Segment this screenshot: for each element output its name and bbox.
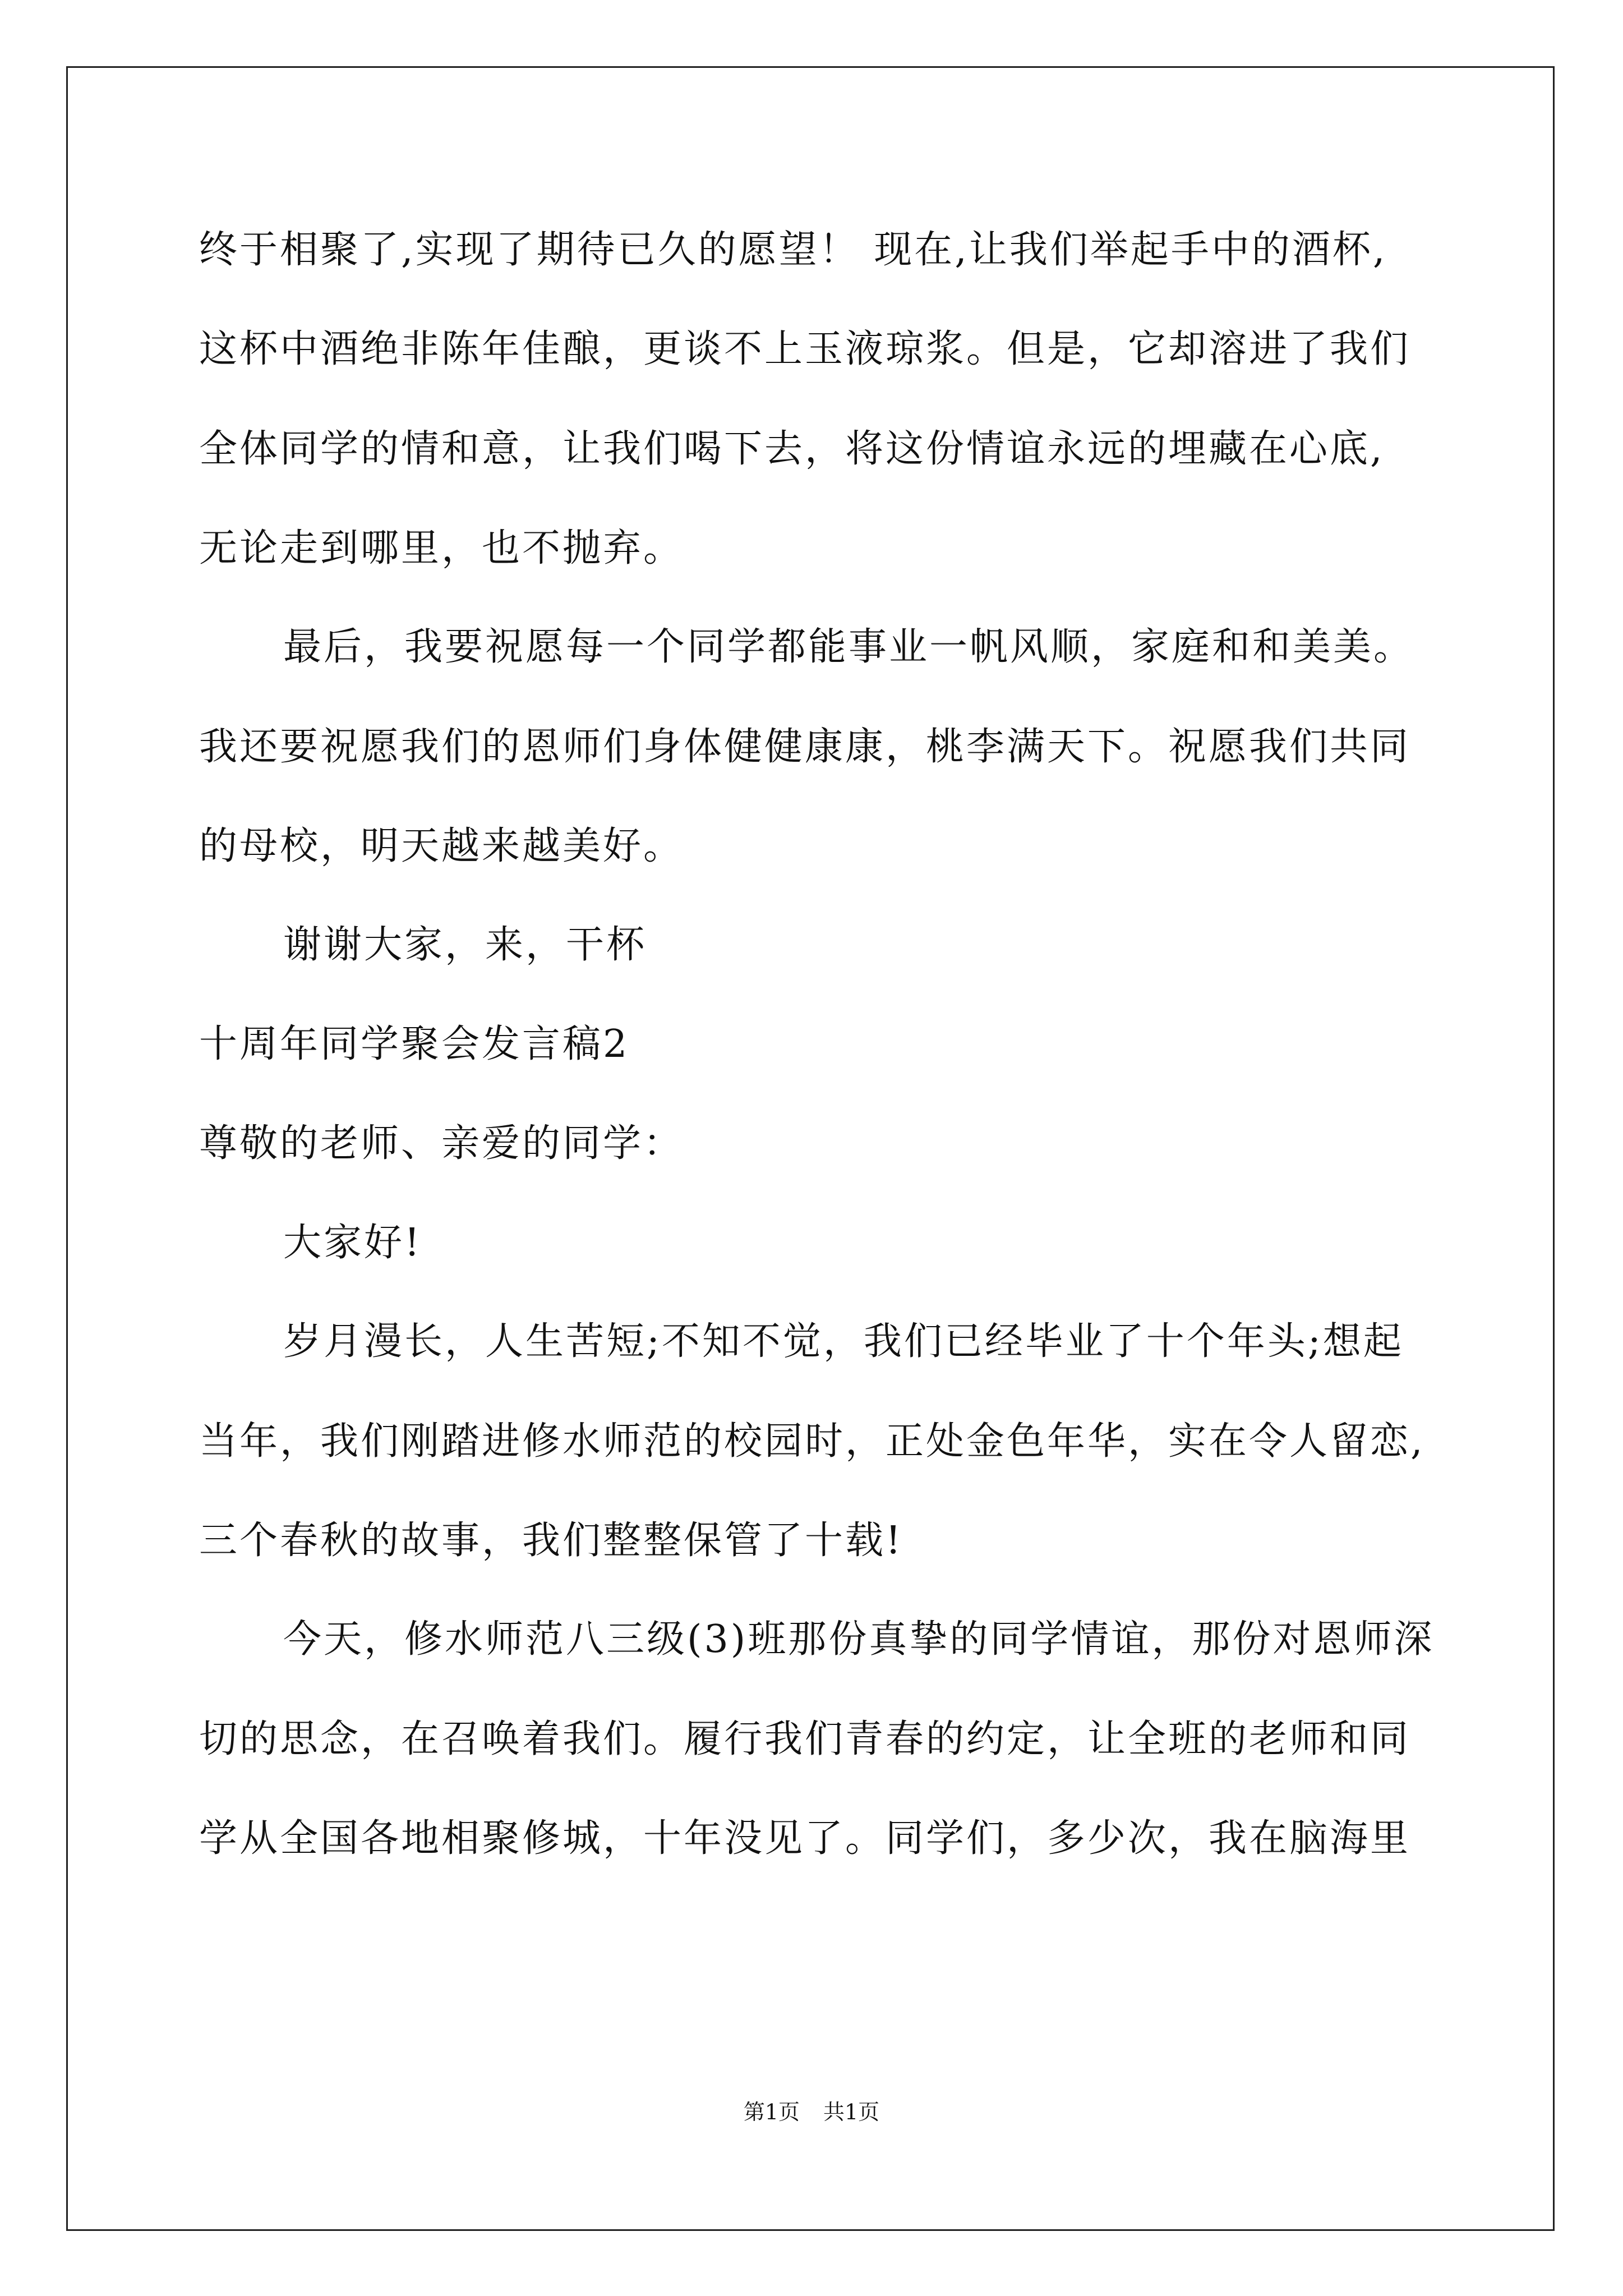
paragraph-line: 我还要祝愿我们的恩师们身体健健康康，桃李满天下。祝愿我们共同: [199, 725, 1411, 769]
paragraph-line: 三个春秋的故事，我们整整保管了十载!: [199, 1519, 903, 1563]
paragraph-line: 无论走到哪里，也不抛弃。: [199, 526, 684, 570]
paragraph-line: 切的思念，在召唤着我们。履行我们青春的约定，让全班的老师和同: [199, 1717, 1411, 1761]
paragraph-line: 的母校，明天越来越美好。: [199, 824, 684, 868]
paragraph-line: 学从全国各地相聚修城，十年没见了。同学们，多少次，我在脑海里: [199, 1816, 1411, 1861]
paragraph-line: 最后，我要祝愿每一个同学都能事业一帆风顺，家庭和和美美。: [283, 625, 1414, 669]
page-footer: [0, 2101, 1623, 2123]
page-number: 第1页: [743, 2100, 800, 2124]
paragraph-line: 谢谢大家，来，干杯: [283, 923, 647, 967]
paragraph-line: 岁月漫长，人生苦短;不知不觉，我们已经毕业了十个年头;想起: [283, 1319, 1404, 1364]
paragraph-line: 今天，修水师范八三级(3)班那份真挚的同学情谊，那份对恩师深: [283, 1617, 1435, 1662]
salutation: 尊敬的老师、亲爱的同学：: [199, 1121, 684, 1166]
paragraph-line: 这杯中酒绝非陈年佳酿，更谈不上玉液琼浆。但是，它却溶进了我们: [199, 327, 1411, 371]
greeting: 大家好!: [283, 1221, 422, 1265]
paragraph-line: 当年，我们刚踏进修水师范的校园时，正处金色年华，实在令人留恋,: [199, 1419, 1425, 1464]
paragraph-line: 终于相聚了,实现了期待已久的愿望！ 现在,让我们举起手中的酒杯,: [199, 228, 1387, 272]
paragraph-line: 全体同学的情和意，让我们喝下去，将这份情谊永远的埋藏在心底,: [199, 427, 1385, 471]
page-total: 共1页: [823, 2100, 880, 2124]
section-heading: 十周年同学聚会发言稿2: [199, 1022, 630, 1066]
